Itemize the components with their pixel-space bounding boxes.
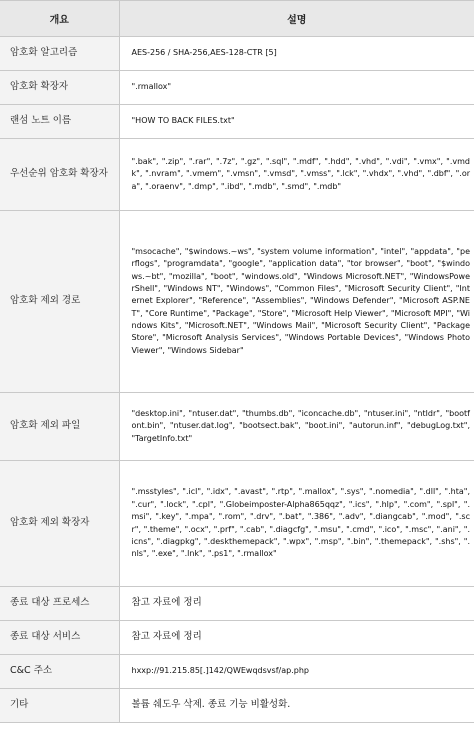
row-key: 종료 대상 서비스 <box>0 621 119 655</box>
table-row <box>0 37 474 71</box>
row-value: "HOW TO BACK FILES.txt" <box>119 105 474 139</box>
table-row <box>0 393 474 461</box>
row-value: ".msstyles", ".icl", ".idx", ".avast", ".rtp", ".mallox", ".sys", ".nomedia", ".dll", ".hta", ".cur", ".lock", ".cpl", ".Globeimposter-Alpha865qqz", ".ics", ".hlp", ".com", ".spl", ".msi", ".key", ".mpa", ".rom", ".drv", ".bat", ".386", ".adv", ".diangcab", ".mod", ".scr", ".theme", ".ocx", ".prf", ".cab", ".diagcfg", ".msu", ".cmd", ".ico", ".msc", ".ani", ".icns", ".diagpkg", ".deskthemepack", ".wpx", ".msp", ".bin", ".themepack", ".shs", ".nls", ".exe", ".lnk", ".ps1", ".rmallox" <box>119 461 474 587</box>
table-row <box>0 71 474 105</box>
row-key: 암호화 제외 파일 <box>0 393 119 461</box>
row-value: AES-256 / SHA-256,AES-128-CTR [5] <box>119 37 474 71</box>
table-row <box>0 621 474 655</box>
table-row <box>0 461 474 587</box>
table-row <box>0 587 474 621</box>
row-value: "msocache", "$windows.~ws", "system volume information", "intel", "appdata", "perflogs", "programdata", "google", "application data", "tor browser", "boot", "$windows.~bt", "mozilla", "boot", "windows.old", "Windows Microsoft.NET", "WindowsPowerShell", "Windows NT", "Windows", "Common Files", "Microsoft Security Client", "Internet Explorer", "Reference", "Assemblies", "Windows Defender", "Microsoft ASP.NET", "Core Runtime", "Package", "Store", "Microsoft Help Viewer", "Microsoft MPI", "Windows Kits", "Microsoft.NET", "Windows Mail", "Microsoft Security Client", "Package Store", "Microsoft Analysis Services", "Windows Portable Devices", "Windows Photo Viewer", "Windows Sidebar" <box>119 211 474 393</box>
row-value: hxxp://91.215.85[.]142/QWEwqdsvsf/ap.php <box>119 655 474 689</box>
row-value: "desktop.ini", "ntuser.dat", "thumbs.db", "iconcache.db", "ntuser.ini", "ntldr", "bootfont.bin", "ntuser.dat.log", "bootsect.bak", "boot.ini", "autorun.inf", "debugLog.txt", "TargetInfo.txt" <box>119 393 474 461</box>
table-row <box>0 655 474 689</box>
table-row <box>0 211 474 393</box>
row-key: 암호화 알고리즘 <box>0 37 119 71</box>
row-key: 종료 대상 프로세스 <box>0 587 119 621</box>
row-value: 볼륨 쉐도우 삭제. 종료 기능 비활성화. <box>119 689 474 723</box>
row-key: 암호화 제외 확장자 <box>0 461 119 587</box>
row-value: ".rmallox" <box>119 71 474 105</box>
header-overview: 개요 <box>0 1 119 37</box>
row-key: 우선순위 암호화 확장자 <box>0 139 119 211</box>
row-value: ".bak", ".zip", ".rar", ".7z", ".gz", ".sql", ".mdf", ".hdd", ".vhd", ".vdi", ".vmx", ".vmdk", ".nvram", ".vmem", ".vmsn", ".vmsd", ".vmss", ".lck", ".vhdx", ".vhd", ".dbf", ".ora", ".oraenv", ".dmp", ".ibd", ".mdb", ".smd", ".mdb" <box>119 139 474 211</box>
table-header-row <box>0 1 474 37</box>
header-description: 설명 <box>119 1 474 37</box>
row-key: 랜섬 노트 이름 <box>0 105 119 139</box>
row-key: C&C 주소 <box>0 655 119 689</box>
row-key: 암호화 제외 경로 <box>0 211 119 393</box>
row-value: 참고 자료에 정리 <box>119 587 474 621</box>
row-key: 암호화 확장자 <box>0 71 119 105</box>
table-row <box>0 689 474 723</box>
table-row <box>0 139 474 211</box>
table-row <box>0 105 474 139</box>
row-key: 기타 <box>0 689 119 723</box>
row-value: 참고 자료에 정리 <box>119 621 474 655</box>
